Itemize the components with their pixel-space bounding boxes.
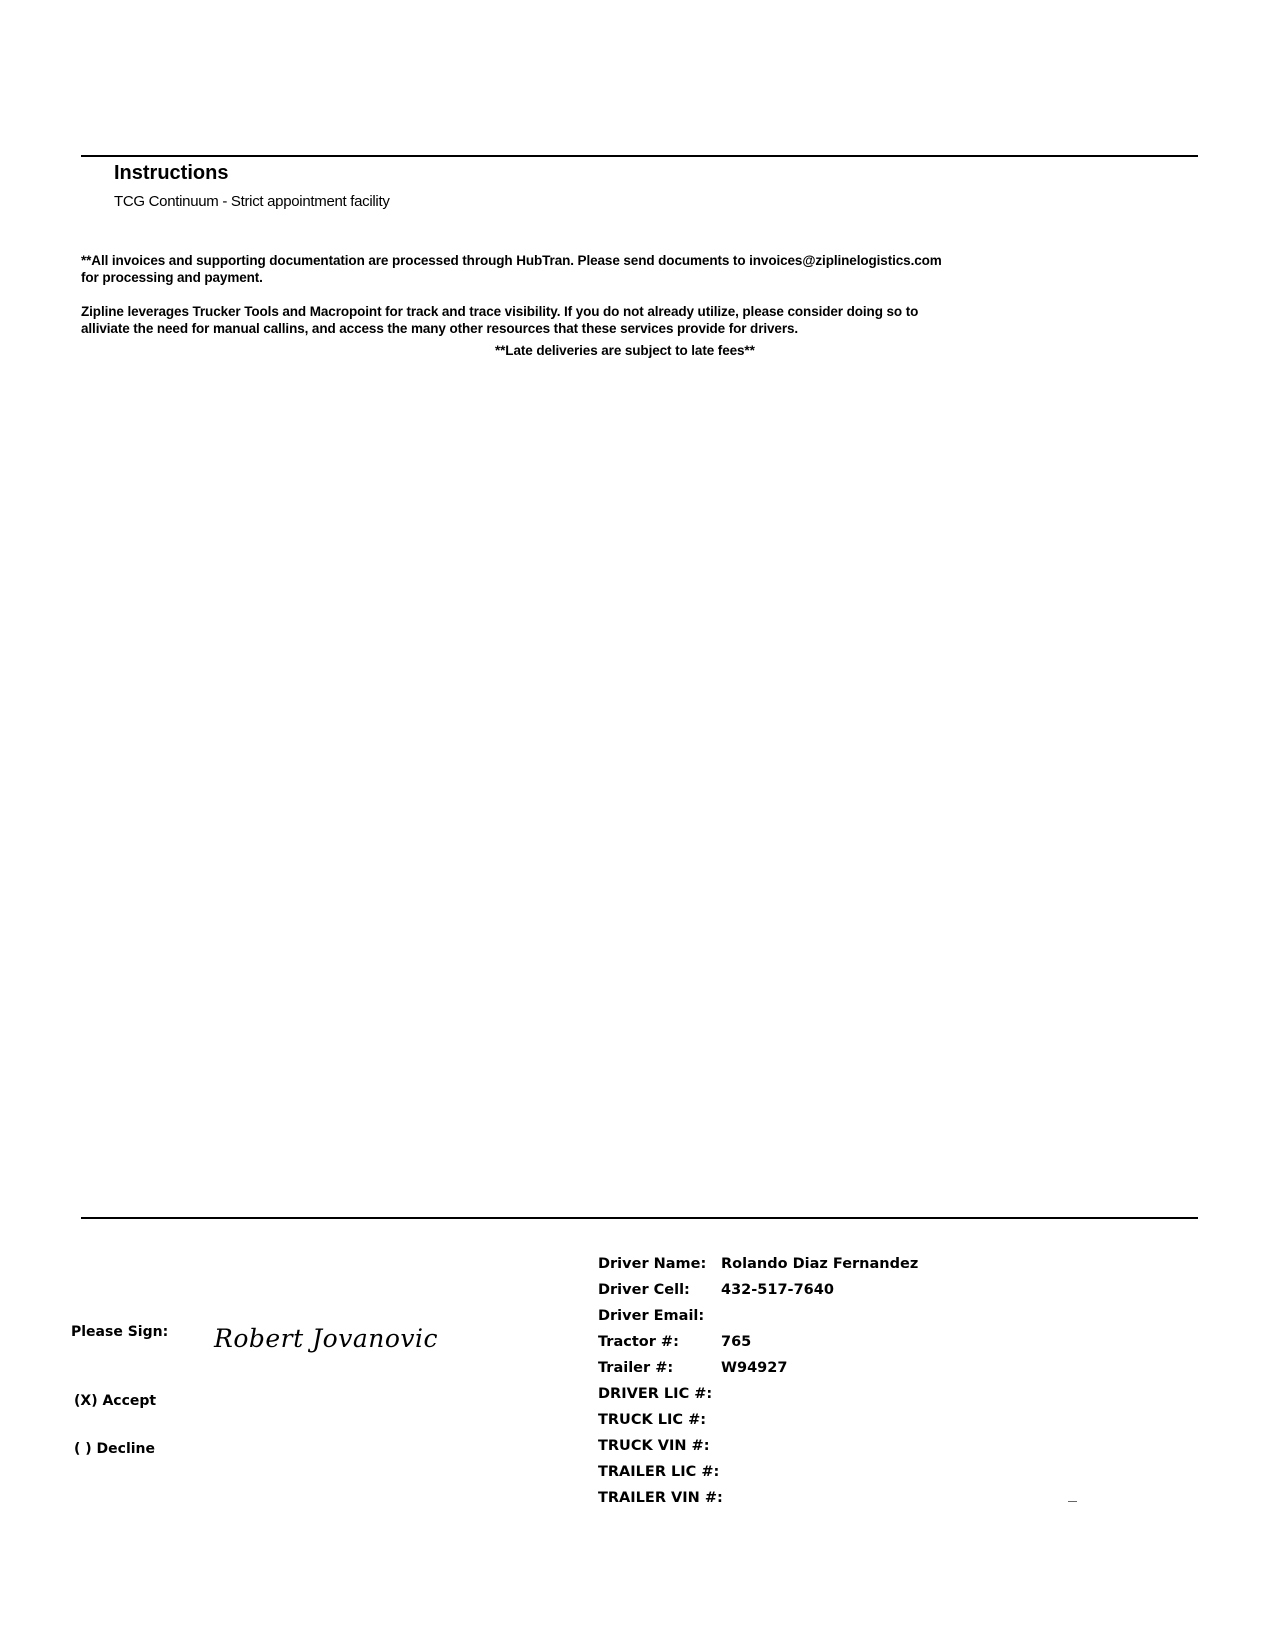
driver-name-label: Driver Name: [598,1256,707,1272]
instructions-heading: Instructions [114,162,229,184]
tractor-label: Tractor #: [598,1334,679,1350]
top-divider [81,155,1198,157]
trailer-label: Trailer #: [598,1360,674,1376]
stray-dash-mark [1068,1501,1077,1502]
tracking-notice-line2: alliviate the need for manual callins, and access the many other resources that these services provide for drivers. [81,321,799,336]
driver-email-label: Driver Email: [598,1308,705,1324]
tracking-notice-line1: Zipline leverages Trucker Tools and Macropoint for track and trace visibility. If you do not already utilize, please consider doing so to [81,304,919,319]
driver-name-value: Rolando Diaz Fernandez [721,1256,919,1272]
driver-cell-value: 432-517-7640 [721,1282,834,1298]
driver-lic-label: DRIVER LIC #: [598,1386,713,1402]
decline-option[interactable]: ( ) Decline [74,1441,156,1457]
bottom-divider [81,1217,1198,1219]
invoices-notice-line1: **All invoices and supporting documentation are processed through HubTran. Please send documents to invoices@ziplinelogistics.com [81,253,942,268]
accept-option[interactable]: (X) Accept [74,1393,157,1409]
late-fees-notice: **Late deliveries are subject to late fees** [495,343,755,358]
tractor-value: 765 [721,1334,752,1350]
truck-lic-label: TRUCK LIC #: [598,1412,707,1428]
trailer-value: W94927 [721,1360,788,1376]
trailer-lic-label: TRAILER LIC #: [598,1464,720,1480]
signature: Robert Jovanovic [214,1324,438,1353]
please-sign-label: Please Sign: [71,1324,169,1340]
trailer-vin-label: TRAILER VIN #: [598,1490,723,1506]
driver-cell-label: Driver Cell: [598,1282,690,1298]
truck-vin-label: TRUCK VIN #: [598,1438,710,1454]
instructions-text: TCG Continuum - Strict appointment facility [114,193,390,210]
invoices-notice-line2: for processing and payment. [81,270,263,285]
